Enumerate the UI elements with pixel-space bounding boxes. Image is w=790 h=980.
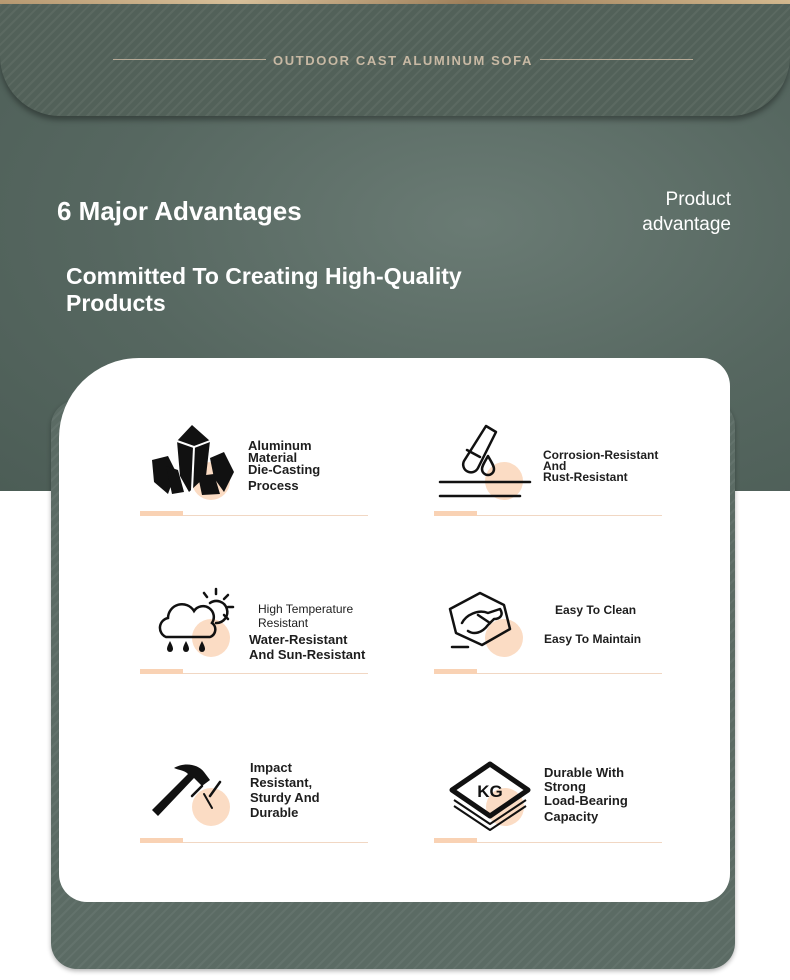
feature-accent-bar <box>140 669 183 674</box>
hand-wiping-icon <box>438 585 538 669</box>
header-divider-right <box>540 59 693 60</box>
feature-item-aluminum <box>140 420 370 525</box>
feature-item-impact <box>140 750 370 855</box>
feature-label: Easy To Clean <box>555 603 637 617</box>
feature-item-clean <box>434 585 664 690</box>
feature-item-temperature <box>140 585 370 690</box>
feature-label: Durable With Strong Load-Bearing Capacity <box>544 765 628 824</box>
feature-label: Corrosion-Resistant And Rust-Resistant <box>543 448 659 484</box>
feature-label-secondary: Water-Resistant And Sun-Resistant <box>249 632 366 662</box>
header-banner <box>0 4 790 116</box>
hammer-icon <box>144 750 244 834</box>
weight-kg-icon <box>438 750 538 834</box>
feature-accent-bar <box>434 669 477 674</box>
feature-item-corrosion <box>434 420 664 525</box>
feature-accent-bar <box>140 511 183 516</box>
advantages-title: 6 Major Advantages <box>57 196 302 226</box>
feature-label-secondary: Easy To Maintain <box>544 632 642 646</box>
feature-accent-bar <box>140 838 183 843</box>
weight-badge-text: KG <box>477 782 503 801</box>
hero-subtitle: Committed To Creating High-Quality Products <box>66 263 462 316</box>
header-title: OUTDOOR CAST ALUMINUM SOFA <box>273 53 533 68</box>
feature-accent-bar <box>434 511 477 516</box>
feature-accent-bar <box>434 838 477 843</box>
feature-label: Aluminum Material Die-Casting Process <box>248 438 321 493</box>
header-divider-left <box>113 59 266 60</box>
sun-cloud-rain-icon <box>144 585 244 669</box>
feature-item-load <box>434 750 664 855</box>
test-tube-icon <box>438 420 538 504</box>
feature-label: Impact Resistant, Sturdy And Durable <box>250 760 320 820</box>
feature-label: High Temperature Resistant <box>258 602 354 630</box>
crystal-cluster-icon <box>144 420 244 504</box>
product-advantage-label: Product advantage <box>642 189 731 235</box>
